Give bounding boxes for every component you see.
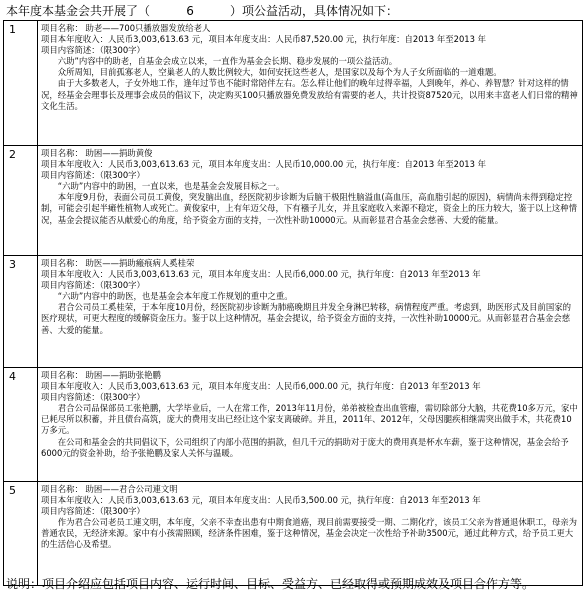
project-content <box>38 482 582 585</box>
project-content <box>38 368 582 481</box>
intro-suffix: ）项公益活动，具体情况如下： <box>230 4 399 18</box>
project-name: 项目名称： 助困——捐助黄俊 <box>41 148 153 158</box>
project-finance: 项目本年度收入：人民币3,003,613.63 元，项目本年度支出：人民币6,000.00 元，执行年度：自2013 年至2013 年 <box>41 381 481 392</box>
project-paragraph: “六助”内容中的助困，一直以来，也是基金会发展目标之一。 <box>57 181 285 192</box>
project-paragraph: 由于大多数老人，子女外地工作，逢年过节也不能时常陪伴左右。怎么样让他们的晚年过得幸福，人到晚年，养心、养智慧？针对这样的情况，经基金会理事长及理事会成员的倡议下，决定购买100只播放器免费发放给有需要的老人，共计投资87520元，以用来丰富老人们日常的精神文化生活。 <box>41 78 578 111</box>
projects-table <box>3 20 583 586</box>
project-index: 4 <box>4 368 38 481</box>
project-finance: 项目本年度收入：人民币3,003,613.63 元，项目本年度支出：人民币10,000.00 元，执行年度：自2013 年至2013 年 <box>41 159 486 170</box>
project-index: 3 <box>4 256 38 367</box>
project-index: 2 <box>4 146 38 255</box>
project-paragraph: 君合公司品保部员工张艳鹏，大学毕业后，一人在常工作，2013年11月份，弟弟被检查出血管瘤，需切除部分大脑，共花费10多万元，家中已耗尽所以积蓄，并且债台高筑，庞大的费用支出已经让这个家支离破碎。并且，2011年、2012年，父母因腿疾相继需突出做手术，共花费10万多元。 <box>41 403 578 436</box>
intro-prefix: 本年度本基金会共开展了（ <box>6 4 151 18</box>
project-finance: 项目本年度收入：人民币3,003,613.63 元，项目本年度支出：人民币3,500.00 元，执行年度：自2013 年至2013 年 <box>41 495 481 506</box>
project-row <box>4 146 582 256</box>
project-name: 项目名称： 助老——700只播放器发放给老人 <box>41 23 211 33</box>
activity-count: 6 <box>186 4 194 18</box>
project-paragraph: “六助”内容中的助医，也是基金会本年度工作规划的重中之重。 <box>57 291 293 302</box>
project-brief-label: 项目内容简述：（限300字） <box>41 45 145 56</box>
project-content <box>38 256 582 367</box>
project-paragraph: 作为君合公司老员工連文明，本年度，父亲不幸查出患有中期食道癌，现目前需要接受一期、二期化疗，该员工父亲为普通退休职工，母亲为普通农民，无经济来源。家中有小孩需照顾，经济条件困难，鉴于这种情况，基金会决定一次性给予补助3500元，通过此种方式，给予员工更大的生活信心及希望。 <box>41 517 578 550</box>
project-paragraph: 君合公司员工奚桂荣，于本年度10月份，经医院初步诊断为肺癌晚期且并发全身淋巴转移，病情程度严重。考虑到，助医形式及目前国家的医疗现状，可更大程度的缓解资金压力。鉴于以上这种情况，基金会提议，给予资金方面的支持，一次性补助10000元。从而彰显君合基金会慈善、大爱的能量。 <box>41 302 571 335</box>
project-row <box>4 21 582 146</box>
project-paragraph: 六助”内容中的助老，自基金会成立以来，一直作为基金会长期、稳步发展的一项公益活动。 <box>57 56 398 67</box>
project-paragraph: 众所周知，目前孤寡老人，空巢老人的人数比例较大，如何安抚这些老人，是国家以及每个为人子女所面临的一道难题。 <box>57 67 502 78</box>
project-content <box>38 146 582 255</box>
project-finance: 项目本年度收入：人民币3,003,613.63 元，项目本年度支出：人民币87,520.00 元，执行年度：自2013 年至2013 年 <box>41 34 486 45</box>
project-index: 1 <box>4 21 38 145</box>
intro-line <box>6 2 398 19</box>
project-row <box>4 482 582 585</box>
footer-note: 说明：项目介绍应包括项目内容、运行时间、目标、受益方、已经取得或预期成效及项目合作方等。 <box>6 577 535 591</box>
project-brief-label: 项目内容简述：（限300字） <box>41 392 145 403</box>
project-brief-label: 项目内容简述：（限300字） <box>41 280 145 291</box>
project-name: 项目名称： 助困——君合公司連文明 <box>41 484 178 494</box>
project-content <box>38 21 582 145</box>
project-row <box>4 368 582 482</box>
project-name: 项目名称： 助医——捐助瘢痕病人奚桂荣 <box>41 258 195 268</box>
project-finance: 项目本年度收入：人民币3,003,613.63 元，项目本年度支出：人民币6,000.00 元，执行年度：自2013 年至2013 年 <box>41 269 481 280</box>
project-paragraph: 本年度9月份，表面公司员工黄俊，突发脑出血，经医院初步诊断为后脑干极阻性脑溢血(高血压，高血脂引起的原因)，病情尚未得到稳定控制，可能会引起半瘫性植物人或死亡。黄俊家中，上有年迈父母，下有襁子儿女，并且家庭收入来源不稳定，资金上的压力较大，鉴于以上这种情况，基金会提议能否从献爱心的角度，给予资金方面的支持，一次性补助10000元。从而彰显君合基金会慈善、大爱的能量。 <box>41 192 577 225</box>
project-brief-label: 项目内容简述：（限300字） <box>41 506 145 517</box>
project-paragraph: 在公司和基金会的共同倡议下，公司组织了内部小范围的捐款，但几千元的捐助对于庞大的费用真是杯水车薪，鉴于这种情况，基金会给予6000元的资金补助，给予张艳鹏及家人关怀与温暖。 <box>41 436 569 458</box>
project-row <box>4 256 582 368</box>
project-name: 项目名称： 助困——捐助张艳鹏 <box>41 370 161 380</box>
project-index: 5 <box>4 482 38 585</box>
project-brief-label: 项目内容简述：（限300字） <box>41 170 145 181</box>
